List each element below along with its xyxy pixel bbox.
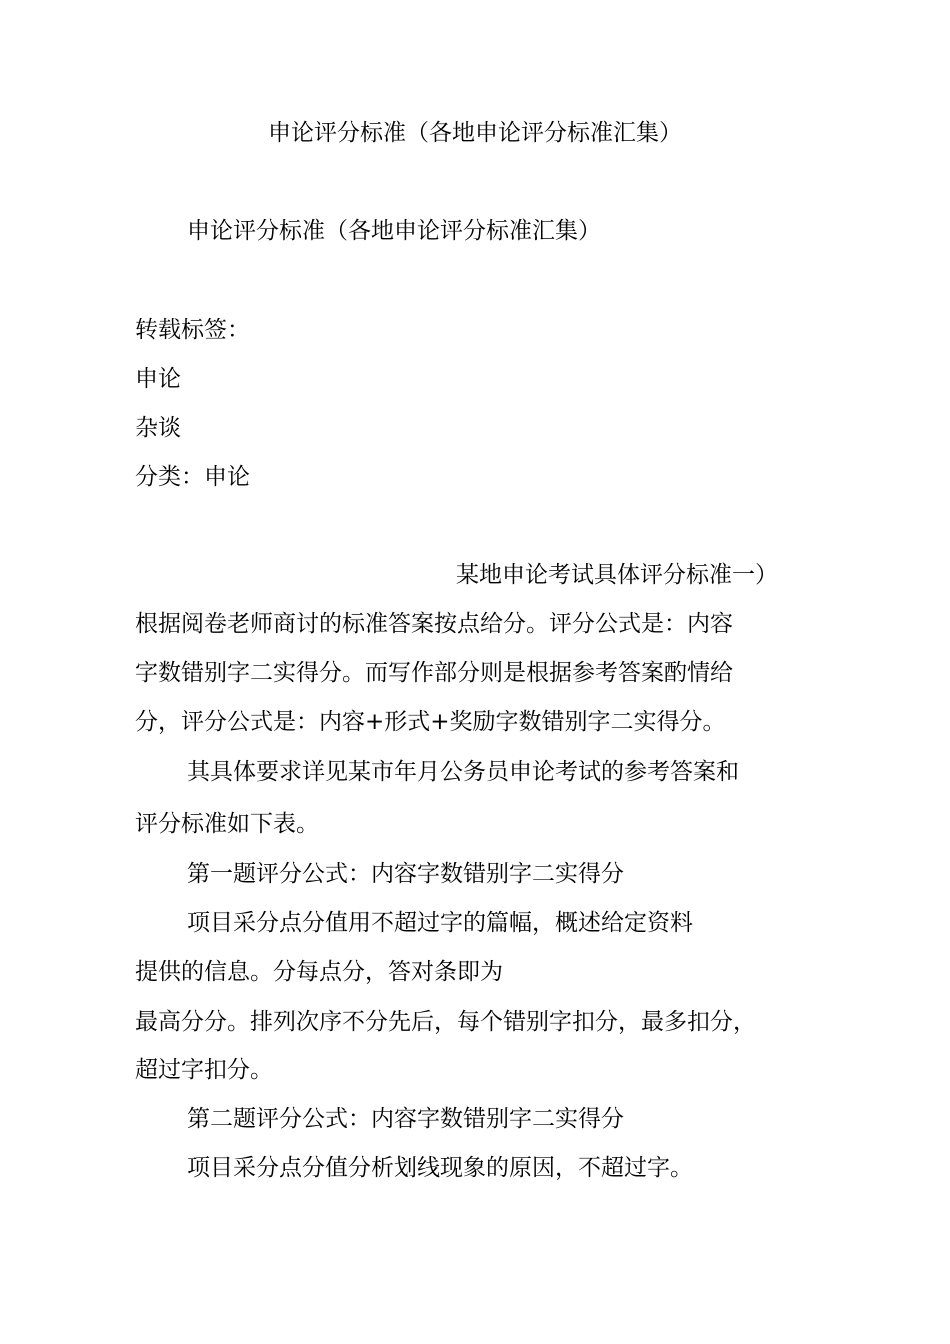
paragraph-line: 字数错别字二实得分。而写作部分则是根据参考答案酌情给	[135, 660, 733, 686]
category-line: 分类：申论	[135, 464, 250, 490]
tag-item: 申论	[135, 366, 181, 392]
paragraph-line: 评分标准如下表。	[135, 811, 319, 837]
paragraph-line: 分，评分公式是：内容+形式+奖励字数错别字二实得分。	[135, 709, 726, 735]
paragraph-line: 第二题评分公式：内容字数错别字二实得分	[187, 1106, 624, 1132]
paragraph-line: 提供的信息。分每点分，答对条即为	[135, 959, 503, 985]
paragraph-line: 其具体要求详见某市年月公务员申论考试的参考答案和	[187, 759, 739, 785]
section-heading: 某地申论考试具体评分标准一）	[456, 562, 778, 588]
tag-item: 杂谈	[135, 415, 181, 441]
paragraph-line: 最高分分。排列次序不分先后，每个错别字扣分，最多扣分，	[135, 1009, 756, 1035]
tags-label: 转载标签：	[135, 317, 250, 343]
paragraph-line: 项目采分点分值用不超过字的篇幅，概述给定资料	[187, 910, 693, 936]
paragraph-line: 根据阅卷老师商讨的标准答案按点给分。评分公式是：内容	[135, 611, 733, 637]
paragraph-line: 项目采分点分值分析划线现象的原因，不超过字。	[187, 1155, 693, 1181]
document-title: 申论评分标准（各地申论评分标准汇集）	[268, 120, 682, 146]
document-subtitle: 申论评分标准（各地申论评分标准汇集）	[187, 218, 601, 244]
paragraph-line: 超过字扣分。	[135, 1057, 273, 1083]
paragraph-line: 第一题评分公式：内容字数错别字二实得分	[187, 861, 624, 887]
